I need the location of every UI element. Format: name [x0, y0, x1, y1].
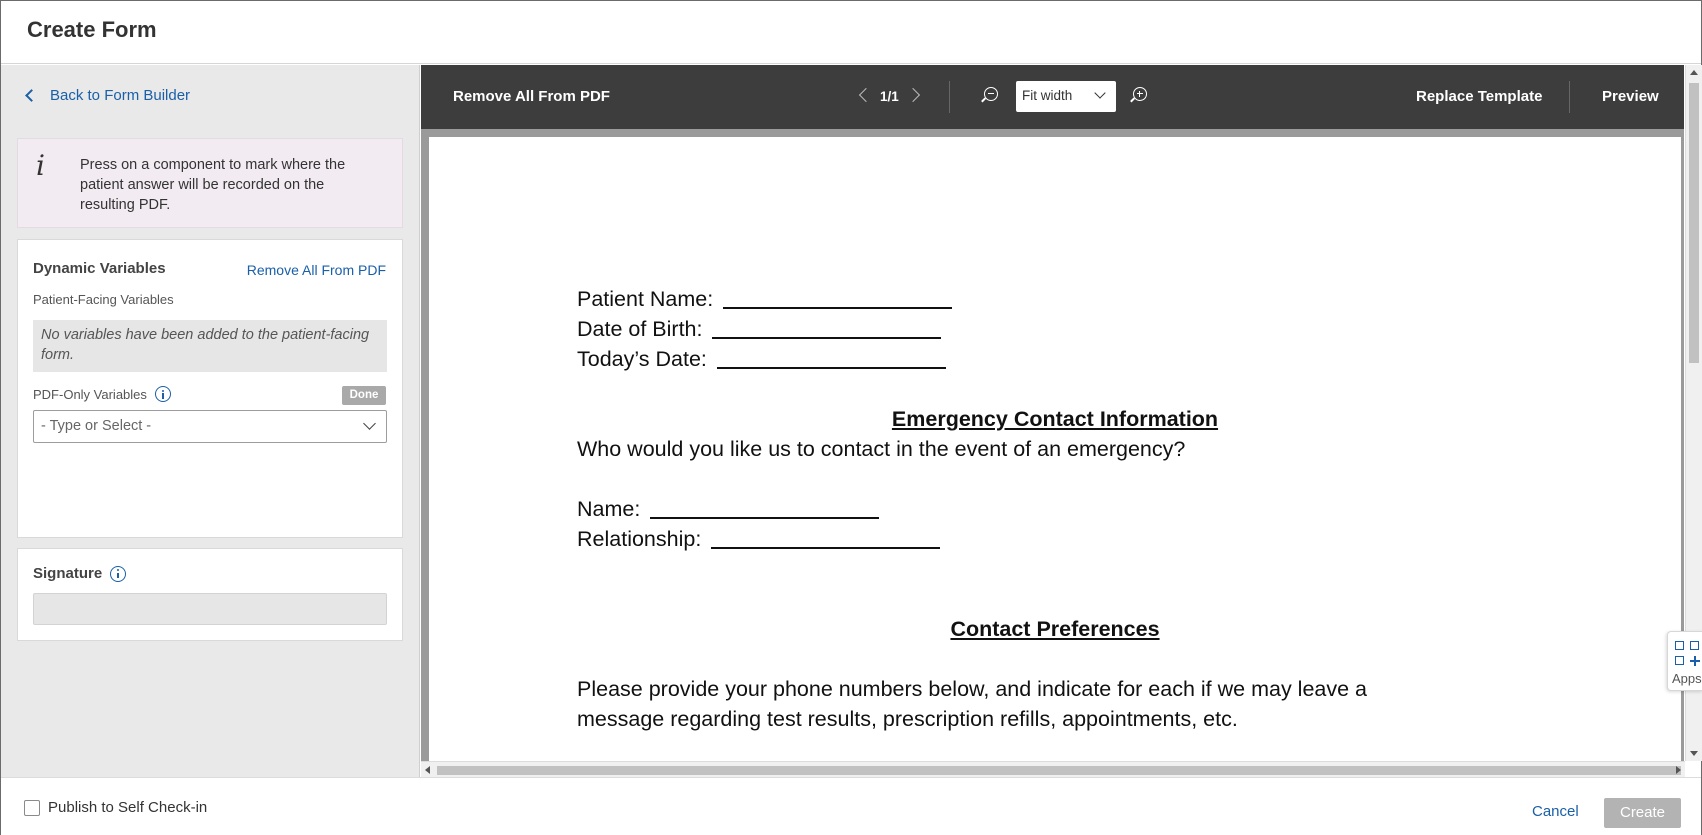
scroll-up-icon[interactable] [1690, 70, 1698, 75]
info-banner [17, 138, 403, 228]
pdf-line-patient-name [577, 287, 952, 312]
pdf-only-label: PDF-Only Variables [33, 386, 147, 402]
back-link-label: Back to Form Builder [50, 87, 191, 104]
chevron-down-icon [1094, 87, 1105, 98]
chevron-down-icon [363, 417, 376, 430]
signature-title-row [33, 565, 126, 582]
patient-facing-label: Patient-Facing Variables [33, 292, 174, 307]
pdf-label: Today’s Date: [577, 347, 707, 371]
next-page-icon[interactable] [906, 88, 920, 102]
pdf-preferences-text-2: message regarding test results, prescription refills, appointments, etc. [577, 707, 1238, 731]
sidebar [1, 65, 420, 777]
pdf-line-emergency-name [577, 497, 879, 522]
footer-bar [1, 777, 1701, 835]
patient-facing-empty-state: No variables have been added to the patient-facing form. [33, 320, 387, 372]
pdf-label: Relationship: [577, 527, 702, 551]
pdf-viewer [421, 65, 1684, 776]
preview-button[interactable]: Preview [1602, 88, 1659, 105]
horizontal-scroll-thumb[interactable] [437, 766, 1681, 775]
zoom-in-icon[interactable] [1133, 87, 1147, 101]
pdf-emergency-question: Who would you like us to contact in the event of an emergency? [577, 437, 1186, 461]
pdf-label: Date of Birth: [577, 317, 703, 341]
pdf-heading-preferences: Contact Preferences [950, 617, 1160, 641]
pdf-blank [712, 337, 941, 339]
cancel-button[interactable]: Cancel [1532, 803, 1579, 820]
signature-card [17, 548, 403, 641]
info-icon: i [36, 149, 45, 182]
dynamic-variables-card [17, 239, 403, 538]
zoom-select-value: Fit width [1022, 88, 1073, 103]
info-text: Press on a component to mark where the patient answer will be recorded on the resulting PDF. [80, 157, 346, 213]
pdf-preferences-text-1: Please provide your phone numbers below, and indicate for each if we may leave a [577, 677, 1367, 701]
publish-checkbox[interactable] [24, 800, 40, 816]
select-placeholder: - Type or Select - [41, 418, 152, 434]
pdf-line-todays-date [577, 347, 946, 372]
signature-field[interactable] [33, 593, 387, 625]
toolbar-remove-all-button[interactable]: Remove All From PDF [453, 88, 610, 105]
pdf-line-date-of-birth [577, 317, 941, 342]
pdf-blank [711, 547, 940, 549]
signature-title: Signature [33, 565, 103, 582]
pdf-blank [723, 307, 952, 309]
pdf-blank [717, 367, 946, 369]
zoom-select[interactable] [1016, 81, 1116, 112]
apps-launcher[interactable] [1667, 631, 1702, 691]
done-button[interactable]: Done [342, 386, 386, 405]
pdf-heading-emergency: Emergency Contact Information [891, 407, 1219, 431]
previous-page-icon[interactable] [859, 88, 873, 102]
toolbar-divider [949, 81, 950, 113]
toolbar-divider [1569, 81, 1570, 113]
apps-label: Apps [1672, 671, 1702, 686]
pdf-only-info-icon[interactable] [155, 386, 171, 402]
scroll-left-icon[interactable] [425, 766, 430, 774]
signature-info-icon[interactable] [110, 566, 126, 582]
scroll-down-icon[interactable] [1690, 751, 1698, 756]
horizontal-scrollbar[interactable] [421, 761, 1685, 777]
dynamic-variables-title: Dynamic Variables [33, 260, 166, 277]
pdf-label: Patient Name: [577, 287, 714, 311]
pdf-only-label-row [33, 386, 171, 402]
vertical-scroll-thumb[interactable] [1689, 83, 1699, 363]
pdf-label: Name: [577, 497, 641, 521]
pdf-page[interactable] [429, 137, 1681, 776]
pdf-line-relationship [577, 527, 940, 552]
create-button[interactable]: Create [1604, 798, 1681, 828]
page-header [1, 1, 1701, 64]
publish-label: Publish to Self Check-in [48, 799, 208, 816]
page-title: Create Form [27, 17, 157, 42]
scroll-right-icon[interactable] [1676, 766, 1681, 774]
sidebar-remove-all-link[interactable]: Remove All From PDF [246, 262, 386, 278]
pdf-toolbar [421, 65, 1684, 129]
page-indicator: 1/1 [880, 89, 899, 104]
chevron-left-icon [25, 89, 38, 102]
zoom-out-icon[interactable] [984, 87, 998, 101]
apps-grid-icon [1675, 641, 1701, 667]
back-to-form-builder-link[interactable] [23, 87, 190, 104]
pdf-blank [650, 517, 879, 519]
replace-template-button[interactable]: Replace Template [1416, 88, 1543, 105]
pdf-variable-select[interactable] [33, 410, 387, 443]
